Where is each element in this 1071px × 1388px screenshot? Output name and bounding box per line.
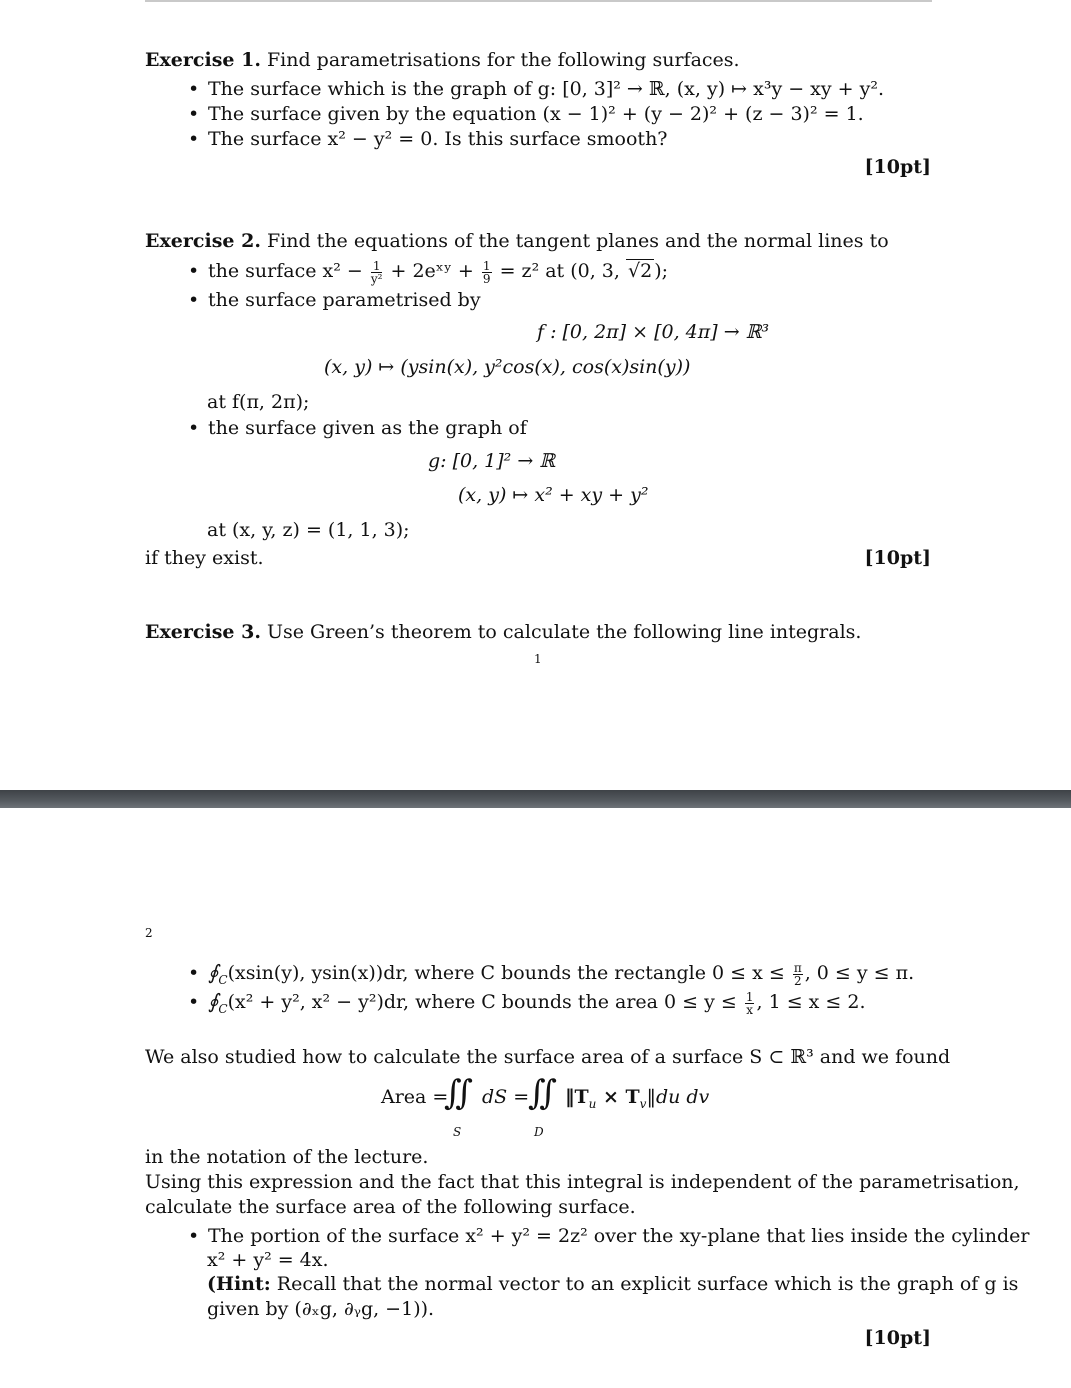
ex2-bullet-3: • the surface given as the graph of (188, 417, 527, 439)
double-integral-symbol: ∬ (444, 1073, 473, 1113)
ex2-b1-post: = z² at (0, 3, (499, 260, 620, 282)
hint-line-2: given by (∂ₓg, ∂ᵧg, −1)). (207, 1298, 435, 1320)
ex2-heading: Exercise 2. (145, 230, 261, 252)
ex3-intro: Use Green’s theorem to calculate the following line integrals. (266, 621, 862, 643)
frac-num: 1 (745, 989, 754, 1004)
contour-integral-icon: ∮ (208, 989, 219, 1013)
ex2-intro-line (145, 229, 945, 254)
g-definition-line-2: (x, y) ↦ x² + xy + y² (458, 484, 649, 506)
frac-den: y² (370, 271, 383, 286)
ex3-points: [10pt] (864, 1327, 931, 1349)
ex2-b2-at: at f(π, 2π); (207, 391, 310, 413)
sub-u: u (588, 1096, 597, 1111)
integrand-end: ‖du dv (646, 1086, 710, 1108)
ex1-bullet-1-text: The surface which is the graph of g: [0, 3]² → ℝ, (x, y) ↦ x³y − xy + y². (208, 78, 885, 100)
portion-bullet: • The portion of the surface x² + y² = 2z² over the xy-plane that lies inside the cylinder (188, 1225, 1030, 1247)
fraction-1-over-y2 (371, 260, 383, 285)
ex2-bullet-2-text: the surface parametrised by (208, 289, 481, 311)
ex3-bullet-2: • $∮_C(x^2 + y^2$, x² − y²)dr, where C bounds the area 0 ≤ y ≤ $\frac{1}{x}$ , 1 ≤ x ≤ 2. (188, 989, 866, 1017)
fraction-1-over-9 (482, 260, 492, 285)
ex2-tail: if they exist. (145, 547, 264, 569)
frac-num: 1 (372, 258, 381, 273)
double-integral-symbol: ∬ (528, 1073, 557, 1113)
sqrt-2: √2 (627, 260, 653, 282)
ex3-b1-text: (xsin(y), ysin(x))dr, where C bounds the rectangle 0 ≤ x ≤ (227, 962, 785, 984)
ex1-intro-line (145, 48, 945, 73)
ex2-b1-pre: the surface x² − (208, 260, 363, 282)
ex1-bullet-2-text: The surface given by the equation (x − 1)² + (y − 2)² + (z − 3)² = 1. (208, 103, 864, 125)
portion-line-2: x² + y² = 4x. (207, 1249, 329, 1271)
ex3-b2-text: (x² + y², x² − y²)dr, where C bounds the area 0 ≤ y ≤ (227, 991, 737, 1013)
ex1-bullet-1: • The surface which is the graph of g: [0, 3]² → ℝ, (x, y) ↦ x³y − xy + y². (188, 78, 885, 100)
integrand-tu: ‖T (565, 1086, 589, 1108)
hint-label: (Hint: (207, 1273, 271, 1295)
frac-num: 1 (482, 258, 491, 273)
portion-line-1: The portion of the surface x² + y² = 2z² over the xy-plane that lies inside the cylinder (208, 1225, 1030, 1247)
ex3-heading: Exercise 3. (145, 621, 261, 643)
ex1-bullet-3-text: The surface x² − y² = 0. Is this surface smooth? (208, 128, 668, 150)
ex2-b1-end: ); (654, 260, 669, 282)
ex1-intro: Find parametrisations for the following surfaces. (266, 49, 740, 71)
using-line-1: Using this expression and the fact that this integral is independent of the parametrisation, (145, 1171, 1020, 1193)
ex2-b1-mid: + 2eˣʸ + (390, 260, 474, 282)
hint-line-1 (207, 1273, 1018, 1295)
ex3-bullet-1: • $∮_C(xsin(y)$, ysin(x))dr, where C bounds the rectangle 0 ≤ x ≤ $\frac{\pi}{2}$ , 0 ≤ y ≤ π. (188, 960, 915, 988)
ex3-intro-line (145, 620, 945, 645)
page-number-2: 2 (145, 926, 153, 940)
frac-den: x (746, 1002, 754, 1017)
using-line-2: calculate the surface area of the following surface. (145, 1196, 636, 1218)
area-label: Area = (381, 1086, 449, 1108)
ex1-points: [10pt] (864, 156, 931, 178)
integrand (565, 1086, 709, 1111)
frac-den: 2 (793, 973, 802, 988)
ex2-bullet-2: • the surface parametrised by (188, 289, 481, 311)
ex2-bullet-3-text: the surface given as the graph of (208, 417, 527, 439)
contour-integral-icon: ∮ (208, 960, 219, 984)
notation-line: in the notation of the lecture. (145, 1146, 429, 1168)
double-integral-s-icon (444, 1073, 473, 1113)
contour-sub: C (218, 972, 228, 987)
fraction-1-over-x (745, 991, 755, 1016)
ex3-b1-end: , 0 ≤ y ≤ π. (804, 962, 915, 984)
ds-label: dS = (482, 1086, 530, 1108)
frac-num: π (793, 960, 802, 975)
f-definition-line-2: (x, y) ↦ (ysin(x), y²cos(x), cos(x)sin(y)) (324, 356, 691, 378)
ex3-b2-end: , 1 ≤ x ≤ 2. (756, 991, 866, 1013)
sub-v: v (639, 1096, 647, 1111)
f-definition-line-1: f : [0, 2π] × [0, 4π] → ℝ³ (537, 321, 770, 343)
hint-text-1: Recall that the normal vector to an explicit surface which is the graph of g is (270, 1273, 1019, 1295)
ex2-intro: Find the equations of the tangent planes and the normal lines to (266, 230, 889, 252)
ex1-bullet-2: • The surface given by the equation (x − 1)² + (y − 2)² + (z − 3)² = 1. (188, 103, 864, 125)
contour-sub: C (218, 1001, 228, 1016)
ex2-points: [10pt] (864, 547, 931, 569)
fraction-pi-over-2 (793, 962, 803, 987)
frac-den: 9 (482, 271, 491, 286)
integral-sub-s: S (453, 1125, 462, 1139)
surface-area-intro: We also studied how to calculate the surface area of a surface S ⊂ ℝ³ and we found (145, 1046, 951, 1068)
ex2-b3-at: at (x, y, z) = (1, 1, 3); (207, 519, 410, 541)
ex1-bullet-3: • The surface x² − y² = 0. Is this surface smooth? (188, 128, 668, 150)
integrand-tv: × T (596, 1086, 640, 1108)
g-definition-line-1: g: [0, 1]² → ℝ (428, 450, 556, 472)
page-top-rule (145, 0, 932, 2)
ex1-heading: Exercise 1. (145, 49, 261, 71)
integral-sub-d: D (534, 1125, 544, 1139)
page-number-1: 1 (534, 652, 542, 666)
page-separator (0, 790, 1071, 808)
ex2-bullet-1: • the surface x² − $\frac{1}{\text{y²}}$ + 2eˣʸ + $\frac{1}{9}$ = z² at (0, 3, √2 ); (188, 258, 669, 286)
double-integral-d-icon (528, 1073, 557, 1113)
